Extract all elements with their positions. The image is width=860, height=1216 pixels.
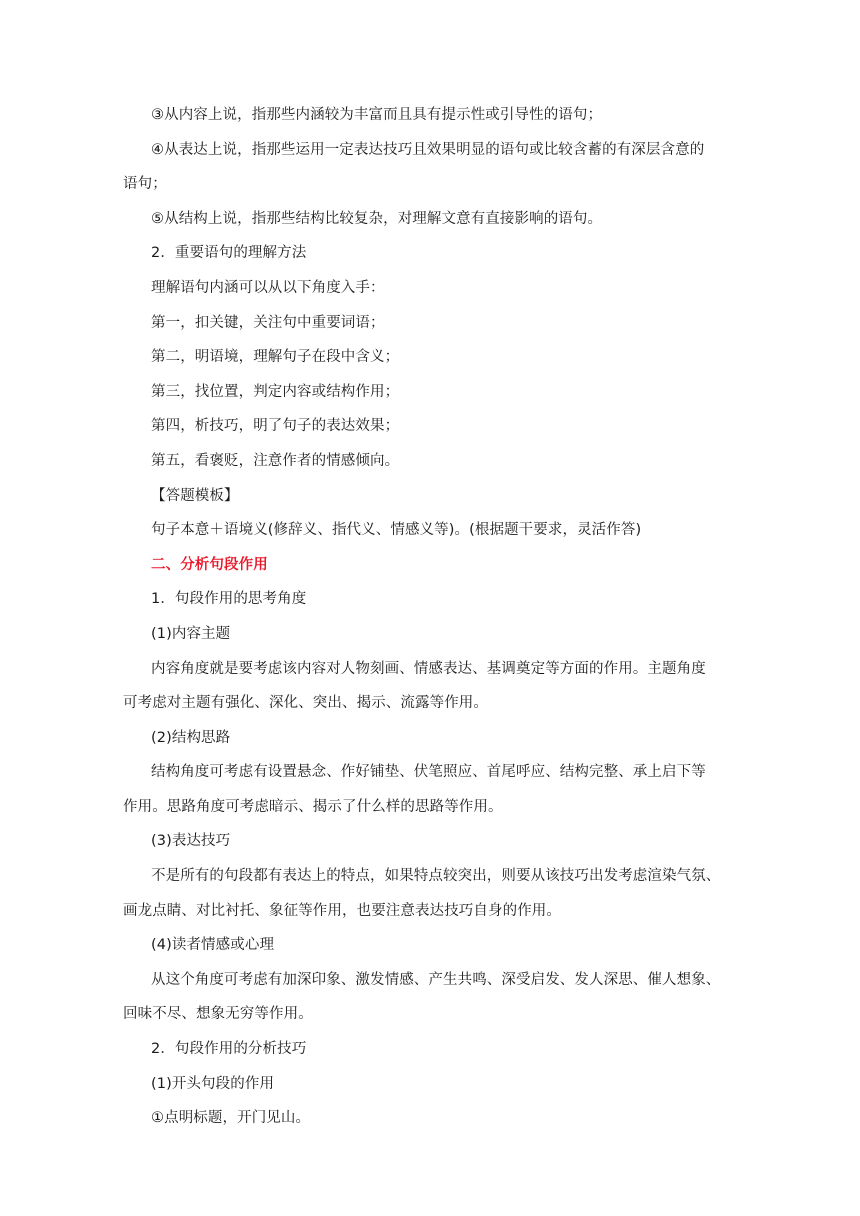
text-line: 第四，析技巧，明了句子的表达效果； [151, 418, 400, 435]
section-heading: 二、分析句段作用 [151, 556, 268, 573]
text-line: (1)内容主题 [151, 625, 231, 642]
text-line: (4)读者情感或心理 [151, 937, 275, 954]
text-line: 画龙点睛、对比衬托、象征等作用，也要注意表达技巧自身的作用。 [123, 902, 561, 919]
text-line: 第五，看褒贬，注意作者的情感倾向。 [151, 452, 400, 469]
text-line: 第三，找位置，判定内容或结构作用； [151, 383, 400, 400]
text-line: (2)结构思路 [151, 729, 231, 746]
text-line: 结构角度可考虑有设置悬念、作好铺垫、伏笔照应、首尾呼应、结构完整、承上启下等 [151, 764, 706, 781]
text-line: 从这个角度可考虑有加深印象、激发情感、产生共鸣、深受启发、发人深思、催人想象、 [151, 971, 721, 988]
text-line: 可考虑对主题有强化、深化、突出、揭示、流露等作用。 [123, 695, 488, 712]
text-line: ①点明标题，开门见山。 [151, 1110, 311, 1127]
text-line: (3)表达技巧 [151, 833, 231, 850]
text-line: 【答题模板】 [151, 487, 239, 504]
text-line: 语句； [123, 176, 167, 193]
text-line: 1．句段作用的思考角度 [151, 591, 307, 608]
text-line: 2．重要语句的理解方法 [151, 245, 307, 262]
text-line: 回味不尽、想象无穷等作用。 [123, 1006, 313, 1023]
text-line: ③从内容上说，指那些内涵较为丰富而且具有提示性或引导性的语句； [151, 107, 603, 123]
text-line: 2．句段作用的分析技巧 [151, 1041, 307, 1058]
document-body [123, 105, 743, 1143]
text-line: ⑤从结构上说，指那些结构比较复杂，对理解文意有直接影响的语句。 [151, 210, 603, 227]
text-line: 内容角度就是要考虑该内容对人物刻画、情感表达、基调奠定等方面的作用。主题角度 [151, 660, 706, 677]
text-line: 理解语句内涵可以从以下角度入手： [151, 279, 385, 296]
text-line: 第二，明语境，理解句子在段中含义； [151, 349, 400, 366]
text-line: 不是所有的句段都有表达上的特点，如果特点较突出，则要从该技巧出发考虑渲染气氛、 [151, 868, 721, 885]
text-line: 第一，扣关键，关注句中重要词语； [151, 314, 385, 331]
text-line: 作用。思路角度可考虑暗示、揭示了什么样的思路等作用。 [123, 798, 503, 815]
text-line: ④从表达上说，指那些运用一定表达技巧且效果明显的语句或比较含蓄的有深层含意的 [151, 141, 705, 158]
text-line: 句子本意＋语境义(修辞义、指代义、情感义等)。(根据题干要求，灵活作答) [151, 522, 642, 539]
text-line: (1)开头句段的作用 [151, 1075, 275, 1092]
